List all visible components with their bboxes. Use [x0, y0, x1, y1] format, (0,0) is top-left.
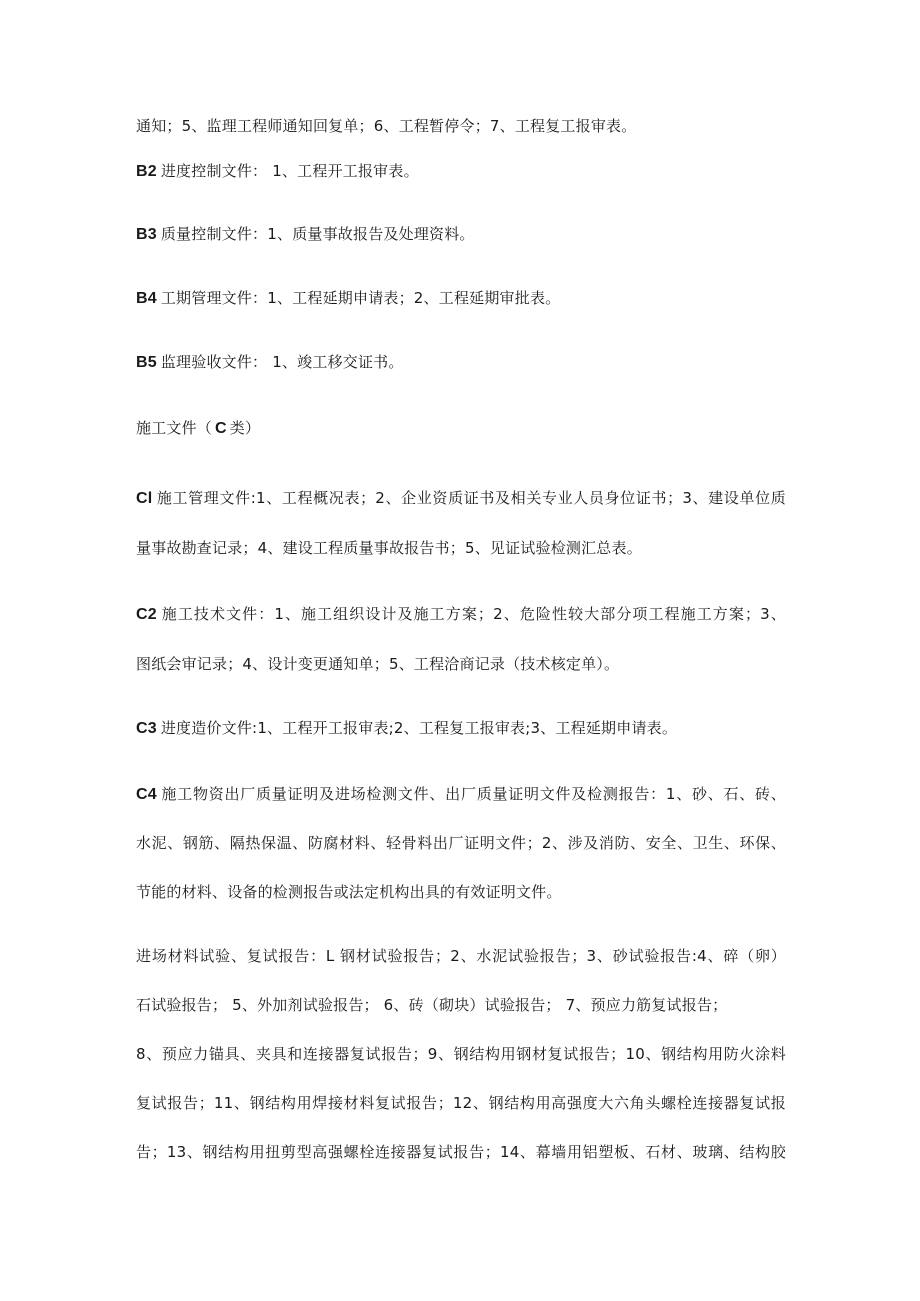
label-c3: C3: [136, 720, 157, 737]
item-b4: [136, 288, 786, 309]
item-c4-text-1: 施工物资出厂质量证明及进场检测文件、出厂质量证明文件及检测报告：1、砂、石、砖、: [160, 785, 786, 803]
item-b5-text: 监理验收文件： 1、竣工移交证书。: [160, 353, 404, 371]
item-b3: [136, 224, 786, 245]
label-b5: B5: [136, 354, 157, 371]
test-reports-line-3: [136, 1044, 786, 1064]
section-c-prefix: 施工文件（: [136, 419, 213, 437]
test-reports-text-1: 进场材料试验、复试报告：L 钢材试验报告；2、水泥试验报告；3、砂试验报告:4、碎（卵）: [136, 947, 786, 965]
item-c2-line-2: [136, 654, 786, 674]
item-b5: [136, 352, 786, 373]
label-c1: Cl: [136, 490, 153, 507]
label-b2: B2: [136, 163, 157, 180]
test-reports-line-4: [136, 1093, 786, 1113]
label-b3: B3: [136, 226, 157, 243]
item-c1-line-2: [136, 538, 786, 558]
item-c4-line-2: [136, 833, 786, 853]
label-c2: C2: [136, 606, 157, 623]
item-c4-text-2: 水泥、钢筋、隔热保温、防腐材料、轻骨料出厂证明文件；2、涉及消防、安全、卫生、环保、: [136, 834, 786, 852]
section-c-suffix: 类）: [229, 419, 261, 437]
test-reports-line-5: [136, 1142, 786, 1162]
item-c1-line-1: [136, 488, 786, 509]
item-c1-text-1: 施工管理文件:1、工程概况表；2、企业资质证书及相关专业人员身位证书；3、建设单位质: [156, 489, 786, 507]
item-c2-text-1: 施工技术文件：1、施工组织设计及施工方案；2、危险性较大部分项工程施工方案；3、: [160, 605, 786, 623]
section-c-heading: [136, 418, 786, 439]
item-c4-text-3: 节能的材料、设备的检测报告或法定机构出具的有效证明文件。: [136, 883, 562, 901]
line-text: 通知；5、监理工程师通知回复单；6、工程暂停令；7、工程复工报审表。: [136, 117, 637, 135]
item-c4-line-1: [136, 784, 786, 805]
item-c3: [136, 718, 786, 739]
label-c4: C4: [136, 786, 157, 803]
test-reports-text-4: 复试报告；11、钢结构用焊接材料复试报告；12、钢结构用高强度大六角头螺栓连接器复试报: [136, 1094, 786, 1112]
test-reports-text-5: 告；13、钢结构用扭剪型高强螺栓连接器复试报告；14、幕墙用铝塑板、石材、玻璃、结构胶: [136, 1143, 786, 1161]
item-b3-text: 质量控制文件：1、质量事故报告及处理资料。: [160, 225, 475, 243]
item-c3-text: 进度造价文件:1、工程开工报审表;2、工程复工报审表;3、工程延期申请表。: [160, 719, 678, 737]
item-b4-text: 工期管理文件：1、工程延期申请表；2、工程延期审批表。: [160, 289, 561, 307]
item-c2-line-1: [136, 604, 786, 625]
test-reports-text-3: 8、预应力锚具、夹具和连接器复试报告；9、钢结构用钢材复试报告；10、钢结构用防火涂料: [136, 1045, 786, 1063]
item-b2: [136, 161, 786, 182]
test-reports-text-2: 石试验报告； 5、外加剂试验报告； 6、砖（砌块）试验报告； 7、预应力筋复试报告；: [136, 996, 728, 1014]
text-line-notice: [136, 116, 786, 136]
item-c4-line-3: [136, 882, 786, 902]
label-b4: B4: [136, 290, 157, 307]
item-b2-text: 进度控制文件： 1、工程开工报审表。: [160, 162, 419, 180]
test-reports-line-1: [136, 946, 786, 966]
item-c1-text-2: 量事故勘查记录；4、建设工程质量事故报告书；5、见证试验检测汇总表。: [136, 539, 642, 557]
item-c2-text-2: 图纸会审记录；4、设计变更通知单；5、工程洽商记录（技术核定单）。: [136, 655, 620, 673]
section-c-letter: C: [215, 420, 227, 437]
test-reports-line-2: [136, 995, 786, 1015]
